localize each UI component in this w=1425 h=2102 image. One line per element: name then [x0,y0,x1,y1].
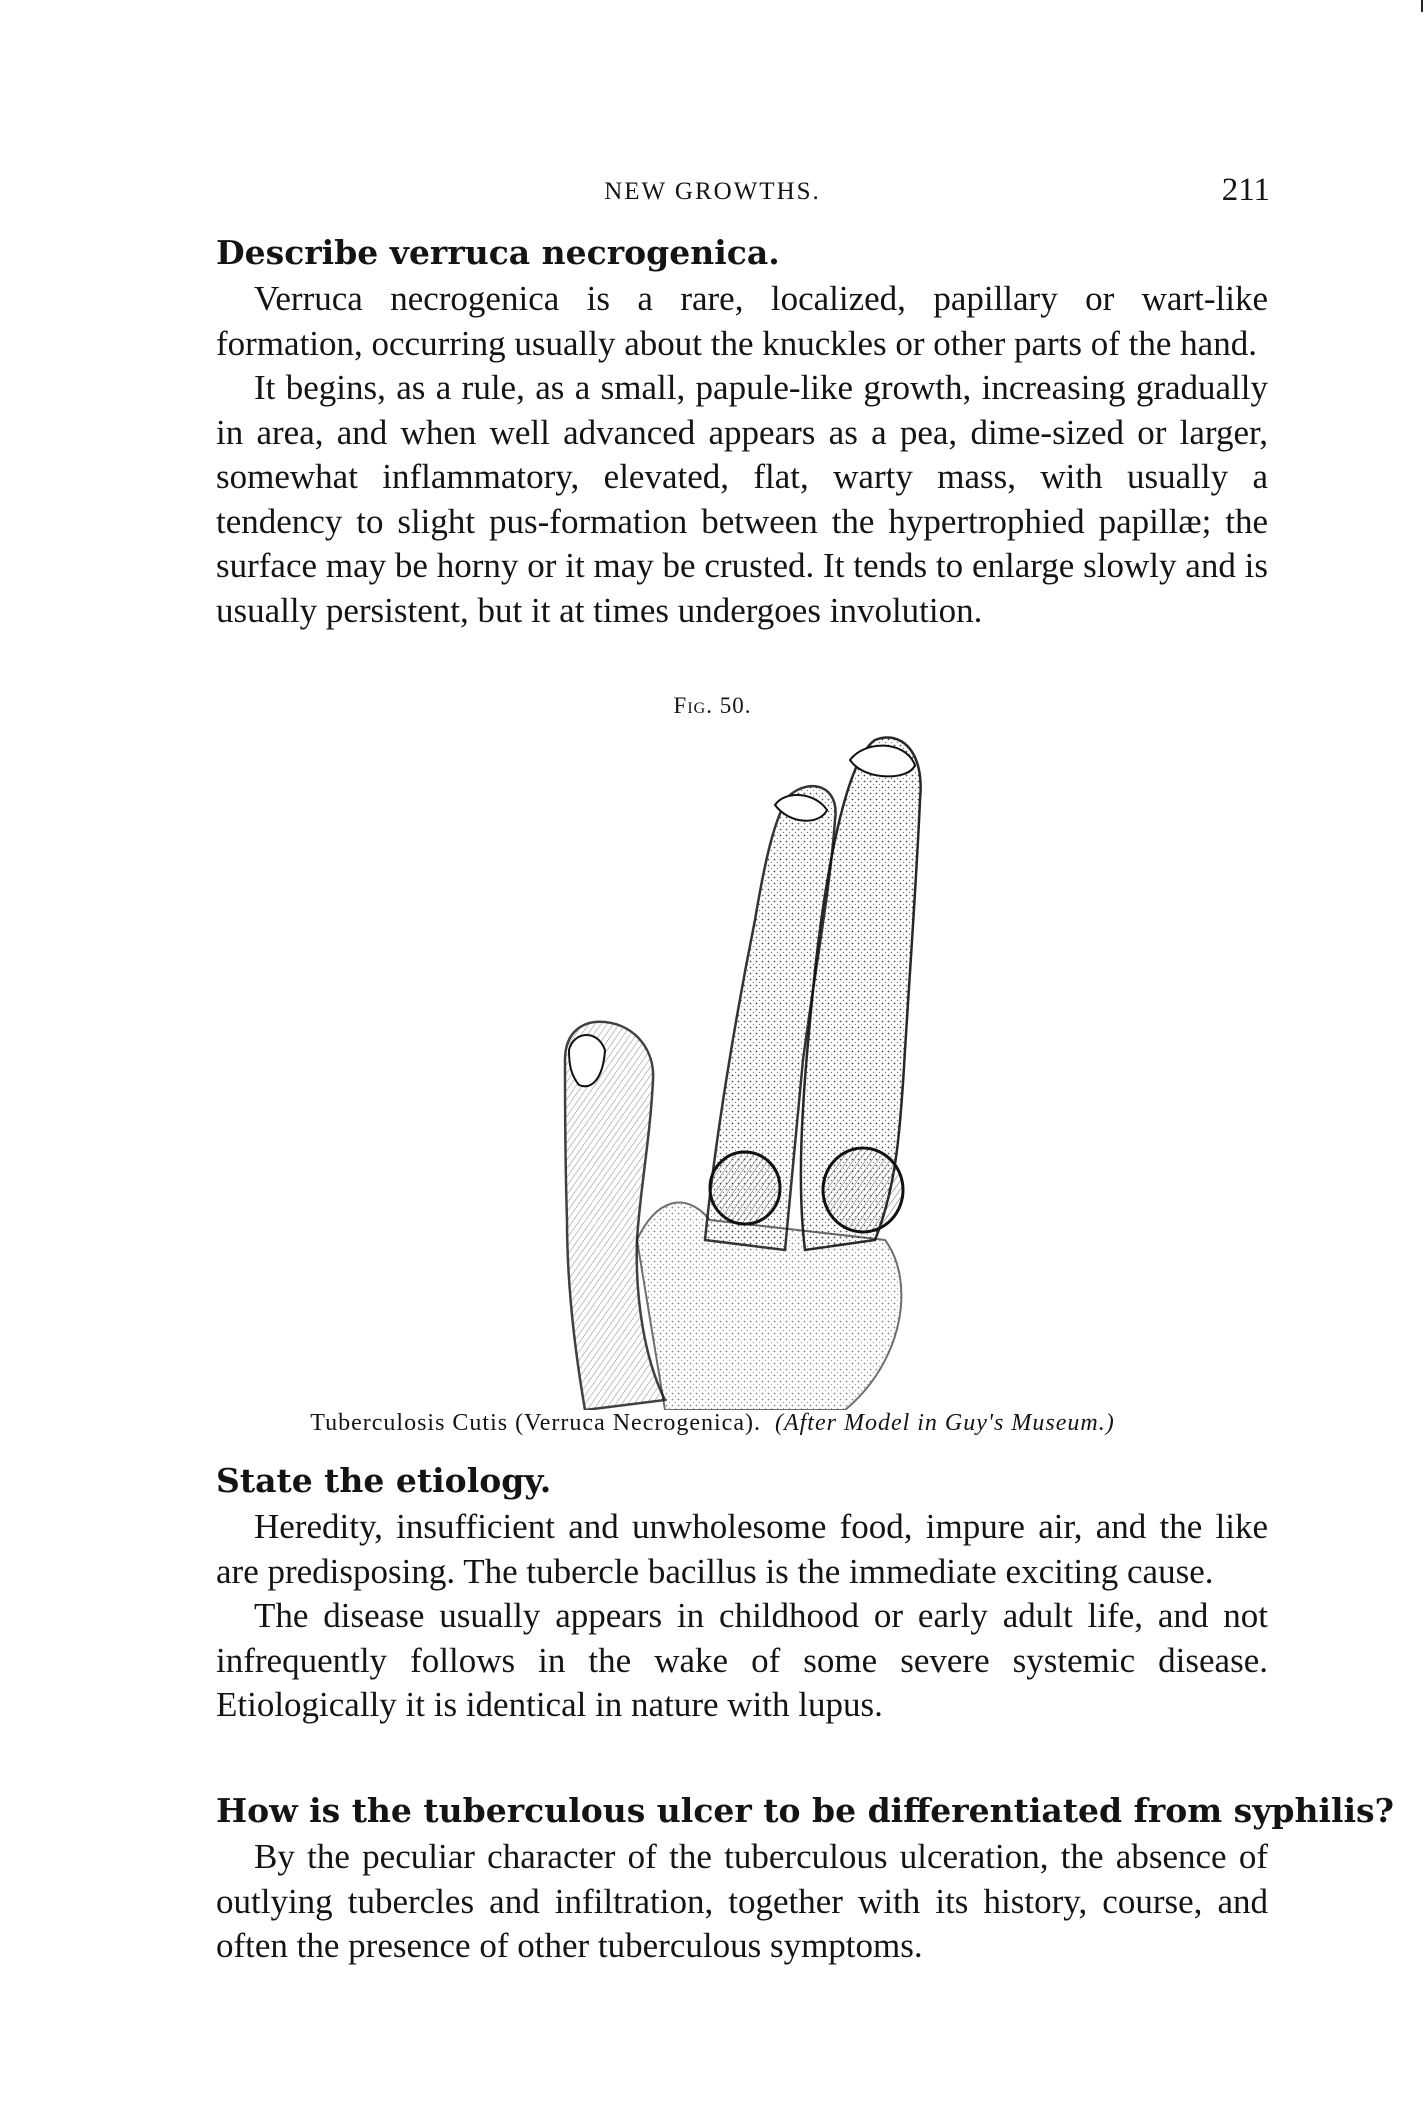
lesion-left [710,1152,780,1224]
caption-main: Tuberculosis Cutis (Verruca Necrogenica). [310,1410,761,1436]
question-describe-verruca: Describe verruca necrogenica. [216,233,780,272]
question-etiology: State the etiology. [216,1461,552,1500]
running-title: NEW GROWTHS. [604,178,821,205]
figure-caption [0,1410,1425,1437]
section-etiology [216,1460,1268,1728]
hand-illustration [545,720,945,1410]
paragraph-differentiation: By the peculiar character of the tuberculous ulceration, the absence of outlying tubercles and infiltration, together with its history, course, and often the presence of other tuberculous symptoms. [216,1837,1268,1966]
figure-label: Fig. 50. [673,693,752,718]
paragraph-definition: Verruca necrogenica is a rare, localized, papillary or wart-like formation, occurring usually about the knuckles or other parts of the hand. [216,279,1268,363]
paragraph-onset: The disease usually appears in childhood or early adult life, and not infrequently follows in the wake of some severe systemic disease. Etiologically it is identical in nature with lupus. [216,1596,1268,1725]
question-differentiation: How is the tuberculous ulcer to be differentiated from syphilis? [216,1791,1394,1830]
corner-mark [1421,0,1423,12]
lesion-right [823,1148,903,1232]
caption-source: (After Model in Guy's Museum.) [774,1410,1115,1436]
section-differentiation [216,1790,1394,1969]
page-number: 211 [1221,172,1270,208]
paragraph-course: It begins, as a rule, as a small, papule-like growth, increasing gradually in area, and when well advanced appears as a pea, dime-sized or larger, somewhat inflammatory, elevated, flat, warty mass, with usually a tendency to slight pus-formation between the hypertrophied papillæ; the surface may be horny or it may be crusted. It tends to enlarge slowly and is usually persistent, but it at times undergoes involution. [216,368,1268,630]
paragraph-causes: Heredity, insufficient and unwholesome food, impure air, and the like are predisposing. The tubercle bacillus is the immediate exciting cause. [216,1507,1268,1591]
section-verruca [216,232,1268,633]
